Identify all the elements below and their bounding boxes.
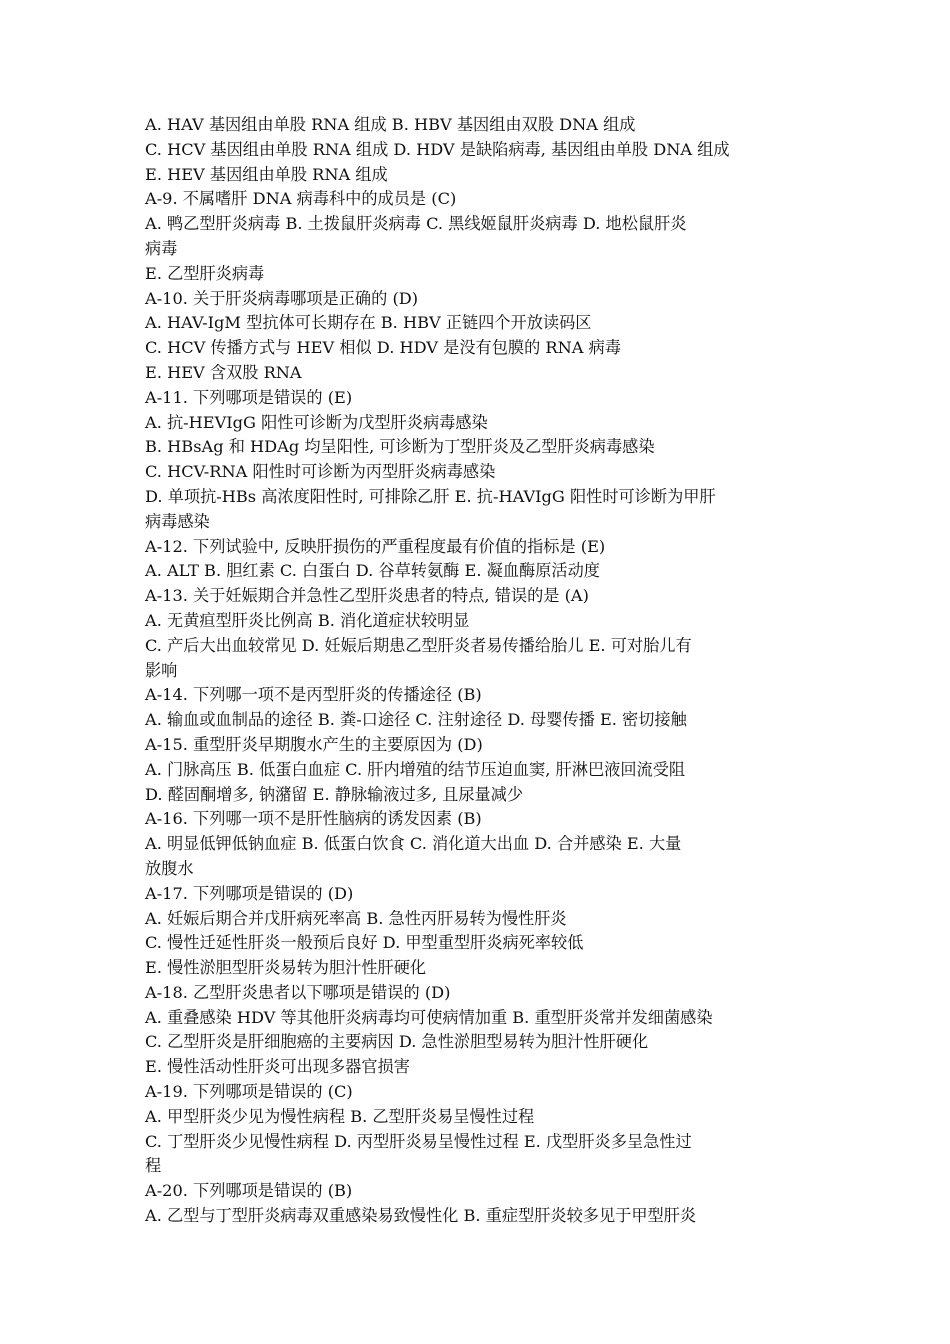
text-line: C. HCV 基因组由单股 RNA 组成 D. HDV 是缺陷病毒, 基因组由单股 DNA 组成 xyxy=(145,139,730,159)
question-heading: A-19. 下列哪项是错误的 (C) xyxy=(145,1082,353,1102)
question-heading: A-15. 重型肝炎早期腹水产生的主要原因为 (D) xyxy=(145,734,483,754)
text-line: D. 醛固酮增多, 钠潴留 E. 静脉输液过多, 且尿量减少 xyxy=(145,784,524,804)
text-line: A. 门脉高压 B. 低蛋白血症 C. 肝内增殖的结节压迫血窦, 肝淋巴液回流受阻 xyxy=(145,759,686,779)
text-line: C. 乙型肝炎是肝细胞癌的主要病因 D. 急性淤胆型易转为胆汁性肝硬化 xyxy=(145,1032,649,1052)
document-body xyxy=(145,113,810,1229)
text-line: A. 明显低钾低钠血症 B. 低蛋白饮食 C. 消化道大出血 D. 合并感染 E. 大量 xyxy=(145,834,682,854)
text-line: 放腹水 xyxy=(145,858,194,878)
text-line: A. 鸭乙型肝炎病毒 B. 土拨鼠肝炎病毒 C. 黑线姬鼠肝炎病毒 D. 地松鼠肝炎 xyxy=(145,214,687,234)
text-line: 病毒感染 xyxy=(145,511,210,531)
question-heading: A-18. 乙型肝炎患者以下哪项是错误的 (D) xyxy=(145,982,451,1002)
text-line: E. 乙型肝炎病毒 xyxy=(145,263,265,283)
text-line: A. 输血或血制品的途径 B. 粪-口途径 C. 注射途径 D. 母婴传播 E. 密切接触 xyxy=(145,710,687,730)
question-heading: A-10. 关于肝炎病毒哪项是正确的 (D) xyxy=(145,288,419,308)
text-line: 程 xyxy=(145,1156,162,1176)
question-heading: A-20. 下列哪项是错误的 (B) xyxy=(145,1181,353,1201)
text-line: E. 慢性淤胆型肝炎易转为胆汁性肝硬化 xyxy=(145,958,427,978)
text-line: A. 重叠感染 HDV 等其他肝炎病毒均可使病情加重 B. 重型肝炎常并发细菌感染 xyxy=(145,1007,713,1027)
text-line: C. 产后大出血较常见 D. 妊娠后期患乙型肝炎者易传播给胎儿 E. 可对胎儿有 xyxy=(145,635,692,655)
text-line: E. HEV 含双股 RNA xyxy=(145,362,302,382)
text-line: A. 抗-HEVIgG 阳性可诊断为戊型肝炎病毒感染 xyxy=(145,412,488,432)
text-line: B. HBsAg 和 HDAg 均呈阳性, 可诊断为丁型肝炎及乙型肝炎病毒感染 xyxy=(145,437,655,457)
text-line: A. HAV-IgM 型抗体可长期存在 B. HBV 正链四个开放读码区 xyxy=(145,313,592,333)
question-heading: A-12. 下列试验中, 反映肝损伤的严重程度最有价值的指标是 (E) xyxy=(145,536,606,556)
question-heading: A-17. 下列哪项是错误的 (D) xyxy=(145,883,354,903)
question-heading: A-11. 下列哪项是错误的 (E) xyxy=(145,387,353,407)
question-heading: A-9. 不属嗜肝 DNA 病毒科中的成员是 (C) xyxy=(145,189,457,209)
question-heading: A-14. 下列哪一项不是丙型肝炎的传播途径 (B) xyxy=(145,685,482,705)
text-line: C. 丁型肝炎少见慢性病程 D. 丙型肝炎易呈慢性过程 E. 戊型肝炎多呈急性过 xyxy=(145,1131,692,1151)
text-line: C. HCV 传播方式与 HEV 相似 D. HDV 是没有包膜的 RNA 病毒 xyxy=(145,338,621,358)
text-line: A. HAV 基因组由单股 RNA 组成 B. HBV 基因组由双股 DNA 组成 xyxy=(145,115,636,134)
question-heading: A-16. 下列哪一项不是肝性脑病的诱发因素 (B) xyxy=(145,809,482,829)
text-line: D. 单项抗-HBs 高浓度阳性时, 可排除乙肝 E. 抗-HAVIgG 阳性时可诊断为甲肝 xyxy=(145,486,716,506)
text-line: A. 妊娠后期合并戊肝病死率高 B. 急性丙肝易转为慢性肝炎 xyxy=(145,908,567,928)
text-line: C. HCV-RNA 阳性时可诊断为丙型肝炎病毒感染 xyxy=(145,462,496,482)
text-line: C. 慢性迁延性肝炎一般预后良好 D. 甲型重型肝炎病死率较低 xyxy=(145,933,584,953)
text-line: A. ALT B. 胆红素 C. 白蛋白 D. 谷草转氨酶 E. 凝血酶原活动度 xyxy=(145,561,600,581)
question-heading: A-13. 关于妊娠期合并急性乙型肝炎患者的特点, 错误的是 (A) xyxy=(145,586,589,606)
text-line: E. HEV 基因组由单股 RNA 组成 xyxy=(145,164,388,184)
text-line: 病毒 xyxy=(145,238,178,258)
text-line: A. 甲型肝炎少见为慢性病程 B. 乙型肝炎易呈慢性过程 xyxy=(145,1106,535,1126)
text-line: A. 乙型与丁型肝炎病毒双重感染易致慢性化 B. 重症型肝炎较多见于甲型肝炎 xyxy=(145,1206,697,1226)
text-line: 影响 xyxy=(145,660,178,680)
text-line: A. 无黄疸型肝炎比例高 B. 消化道症状较明显 xyxy=(145,610,470,630)
text-line: E. 慢性活动性肝炎可出现多器官损害 xyxy=(145,1057,410,1077)
